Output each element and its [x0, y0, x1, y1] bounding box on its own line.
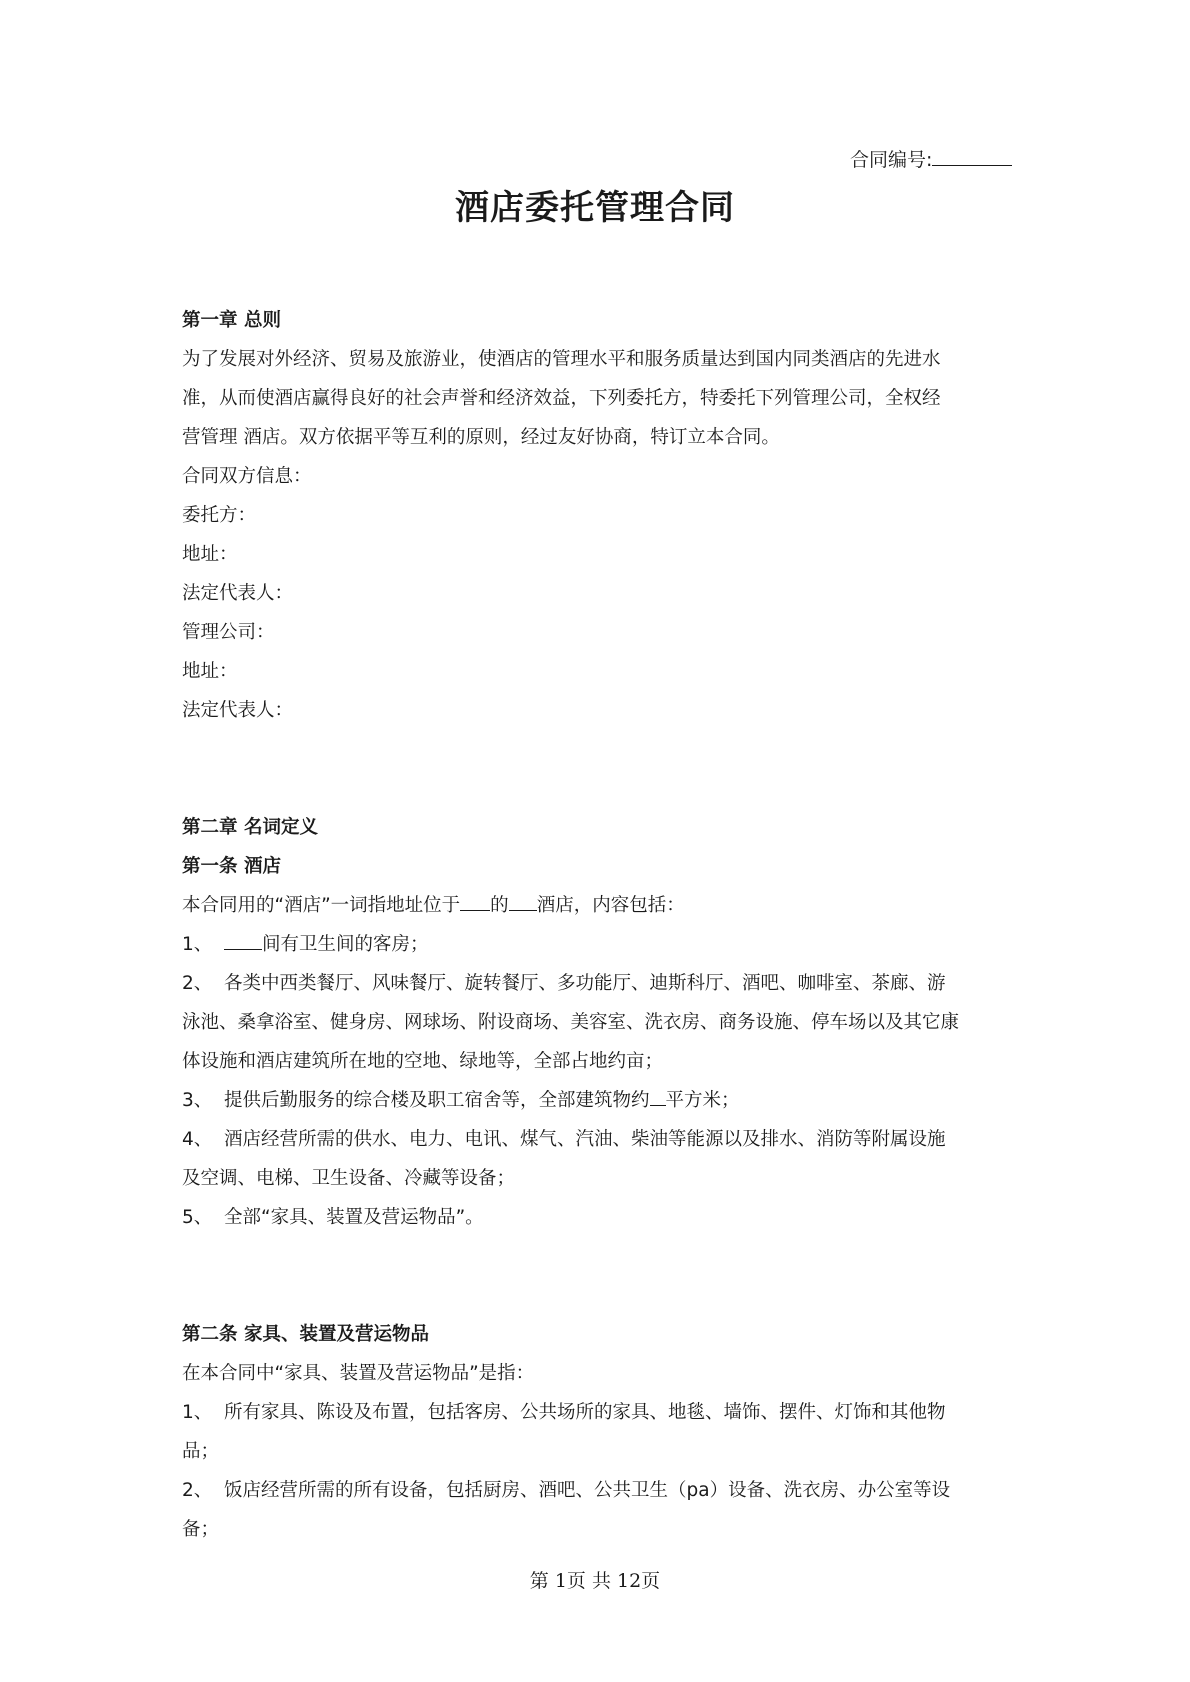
page-number: 第 1页 共 12页	[529, 1570, 661, 1592]
client-label: 委托方：	[182, 505, 257, 526]
list-item-cont: 品；	[182, 1441, 220, 1462]
chapter1-para-line: 营管理 酒店。双方依据平等互利的原则，经过友好协商，特订立本合同。	[182, 427, 780, 448]
chapter2-heading: 第二章 名词定义	[182, 817, 318, 838]
list-item: 2、 各类中西类餐厅、风味餐厅、旋转餐厅、多功能厅、迪斯科厅、酒吧、咖啡室、茶廊、游	[182, 973, 946, 994]
list-item: 2、 饭店经营所需的所有设备，包括厨房、酒吧、公共卫生（pa）设备、洗衣房、办公室等设	[182, 1480, 951, 1501]
list-item: 4、 酒店经营所需的供水、电力、电讯、煤气、汽油、柴油等能源以及排水、消防等附属设施	[182, 1129, 946, 1150]
list-item: 3、 提供后勤服务的综合楼及职工宿舍等，全部建筑物约 平方米；	[182, 1081, 1024, 1120]
client-address-label: 地址：	[182, 544, 238, 565]
document-title: 酒店委托管理合同	[455, 188, 735, 228]
list-item-cont: 体设施和酒店建筑所在地的空地、绿地等，全部占地约亩；	[182, 1051, 664, 1072]
chapter1-heading: 第一章 总则	[182, 310, 281, 331]
contract-number	[850, 146, 1012, 173]
list-item-cont: 备；	[182, 1519, 220, 1540]
blank-underline	[460, 890, 490, 911]
manager-label: 管理公司：	[182, 622, 275, 643]
blank-underline	[650, 1085, 666, 1106]
contract-number-label: 合同编号:	[850, 149, 933, 171]
list-item-cont: 泳池、桑拿浴室、健身房、网球场、附设商场、美容室、洗衣房、商务设施、停车场以及其它康	[182, 1012, 960, 1033]
parties-label: 合同双方信息：	[182, 466, 312, 487]
blank-underline	[224, 929, 262, 950]
client-rep-label: 法定代表人：	[182, 583, 294, 604]
document-body	[182, 301, 1024, 1549]
list-item: 1、 间有卫生间的客房；	[182, 925, 1024, 964]
manager-address-label: 地址：	[182, 661, 238, 682]
article1-intro: 本合同用的“酒店”一词指地址位于 的 酒店，内容包括：	[182, 886, 1024, 925]
list-item: 1、 所有家具、陈设及布置，包括客房、公共场所的家具、地毯、墙饰、摆件、灯饰和其他物	[182, 1402, 946, 1423]
blank-underline	[509, 890, 537, 911]
contract-number-blank	[932, 146, 1012, 166]
chapter1-para-line: 准，从而使酒店赢得良好的社会声誉和经济效益，下列委托方，特委托下列管理公司，全权经	[182, 388, 941, 409]
chapter1-para-line: 为了发展对外经济、贸易及旅游业，使酒店的管理水平和服务质量达到国内同类酒店的先进水	[182, 349, 941, 370]
article2-intro: 在本合同中“家具、装置及营运物品”是指：	[182, 1363, 535, 1384]
article2-heading: 第二条 家具、装置及营运物品	[182, 1324, 429, 1345]
manager-rep-label: 法定代表人：	[182, 700, 294, 721]
list-item-cont: 及空调、电梯、卫生设备、冷藏等设备；	[182, 1168, 516, 1189]
list-item: 5、 全部“家具、装置及营运物品”。	[182, 1207, 484, 1228]
article1-heading: 第一条 酒店	[182, 856, 281, 877]
